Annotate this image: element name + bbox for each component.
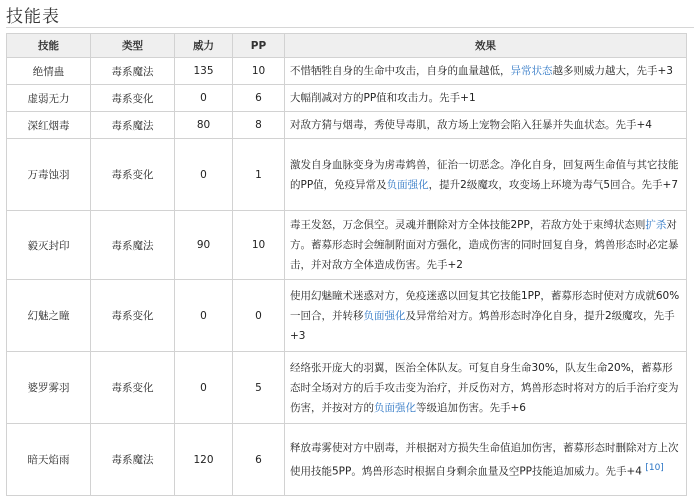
skill-power: 80 (175, 112, 233, 139)
effect-link[interactable]: 负面强化 (386, 178, 429, 191)
skill-type: 毒系魔法 (91, 211, 175, 280)
skill-type: 毒系变化 (91, 85, 175, 112)
skill-pp: 10 (233, 58, 285, 85)
effect-text: 越多则威力越大，先手+3 (552, 65, 673, 77)
header-pp: PP (233, 34, 285, 58)
skill-name: 幻魅之瞳 (7, 280, 91, 352)
skill-pp: 1 (233, 139, 285, 211)
table-row (7, 112, 687, 139)
skill-type: 毒系变化 (91, 280, 175, 352)
header-power: 威力 (175, 34, 233, 58)
table-row (7, 85, 687, 112)
skill-pp: 6 (233, 424, 285, 496)
effect-text: 激发自身血脉变身为虏毒鸩兽，征治一切恶念。净化自身，回复两生命值与其它技能的PP值，免疫异常及 (290, 158, 679, 191)
skill-effect (285, 352, 687, 424)
skill-type: 毒系魔法 (91, 424, 175, 496)
skill-power: 0 (175, 280, 233, 352)
title-divider (6, 27, 694, 28)
skill-power: 135 (175, 58, 233, 85)
skill-effect (285, 139, 687, 211)
effect-text: 大幅削减对方的PP值和攻击力。先手+1 (290, 92, 476, 104)
skill-name: 婆罗雾羽 (7, 352, 91, 424)
table-row (7, 139, 687, 211)
effect-text: 毒王发怒，万念俱空。灵魂并删除对方全体技能2PP，若敌方处于束缚状态则 (290, 219, 646, 231)
effect-link[interactable]: 扩杀 (645, 219, 667, 231)
effect-text: 等级追加伤害。先手+6 (416, 401, 526, 414)
skill-pp: 5 (233, 352, 285, 424)
table-row (7, 58, 687, 85)
skill-effect (285, 58, 687, 85)
skill-power: 90 (175, 211, 233, 280)
table-header-row (7, 34, 687, 58)
header-effect: 效果 (285, 34, 687, 58)
skill-pp: 8 (233, 112, 285, 139)
skill-effect (285, 211, 687, 280)
skill-name: 深红烟毒 (7, 112, 91, 139)
skill-type: 毒系变化 (91, 352, 175, 424)
section-title: 技能表 (6, 7, 60, 27)
skill-name: 绝情蛊 (7, 58, 91, 85)
table-row (7, 352, 687, 424)
effect-link[interactable]: 异常状态 (510, 65, 553, 77)
effect-text: 对方。蓄募形态时会缠制附面对方强化，造成伤害的同时回复自身，鸩兽形态时必定暴击，并对敌方全体造成伤害。先手+2 (290, 219, 679, 271)
skill-effect (285, 112, 687, 139)
skill-effect (285, 280, 687, 352)
skill-name: 虚弱无力 (7, 85, 91, 112)
effect-text: ，提升2级魔攻，攻变场上环境为毒气5回合。先手+7 (428, 178, 679, 191)
skill-name: 万毒蚀羽 (7, 139, 91, 211)
skill-effect (285, 424, 687, 496)
effect-link[interactable]: 负面强化 (363, 309, 406, 322)
skill-type: 毒系魔法 (91, 58, 175, 85)
skill-pp: 0 (233, 280, 285, 352)
effect-text: 不惜牺牲自身的生命中攻击，自身的血量越低， (290, 65, 511, 77)
table-row (7, 424, 687, 496)
skill-pp: 10 (233, 211, 285, 280)
effect-link[interactable]: 负面强化 (374, 401, 416, 414)
skill-name: 毅灭封印 (7, 211, 91, 280)
table-row (7, 211, 687, 280)
skill-effect (285, 85, 687, 112)
effect-text: 释放毒雾使对方中剧毒，并根据对方损失生命值追加伤害，蓄募形态时删除对方上次使用技能5PP。鸩兽形态时根据自身剩余血量及空PP技能追加威力。先手+4 (290, 441, 679, 478)
header-skill: 技能 (7, 34, 91, 58)
skill-type: 毒系魔法 (91, 112, 175, 139)
header-type: 类型 (91, 34, 175, 58)
skill-type: 毒系变化 (91, 139, 175, 211)
effect-text: 使用幻魅瞳术迷惑对方，免疫迷惑以回复其它技能1PP，蓄募形态时使对方成就60%一回合，并转移 (290, 289, 680, 322)
effect-text: 及异常给对方。鸩兽形态时净化自身，提升2级魔攻，先手+3 (290, 309, 675, 342)
skill-name: 暗天焰雨 (7, 424, 91, 496)
skill-pp: 6 (233, 85, 285, 112)
skill-power: 0 (175, 352, 233, 424)
skill-power: 0 (175, 85, 233, 112)
effect-text: 对敌方猜与烟毒，秀使导毒肌，敌方场上宠物会陷入狂暴并失血状态。先手+4 (290, 119, 652, 131)
table-row (7, 280, 687, 352)
skill-power: 120 (175, 424, 233, 496)
skill-table (6, 33, 687, 496)
effect-text: 经络张开庞大的羽翼，医治全体队友。可复自身生命30%，队友生命20%，蓄募形态时全场对方的后手攻击变为治疗，并反伤对方，鸩兽形态时将对方的后手治疗变为伤害，并按对方的 (290, 361, 679, 414)
citation-link[interactable]: [10] (645, 462, 664, 473)
skill-power: 0 (175, 139, 233, 211)
